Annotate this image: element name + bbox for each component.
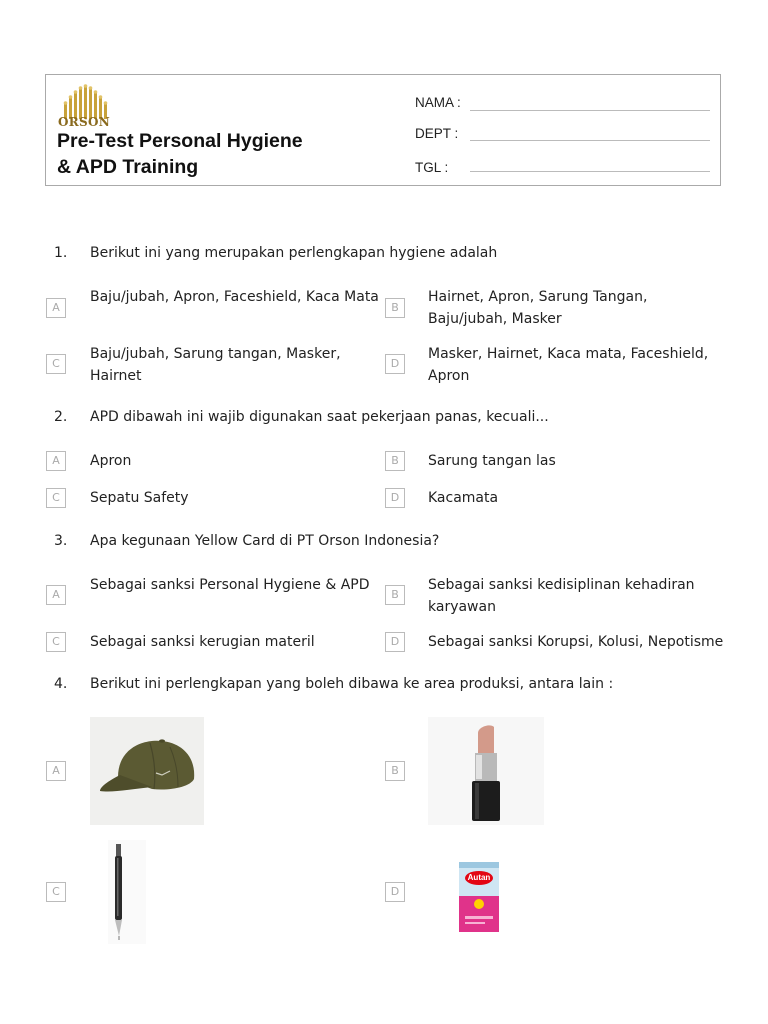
option-text: Sebagai sanksi kedisiplinan kehadiran karyawan bbox=[428, 577, 695, 615]
option-box-c[interactable]: C bbox=[46, 354, 66, 374]
dept-label: DEPT : bbox=[415, 126, 459, 141]
nama-field[interactable] bbox=[470, 110, 710, 111]
option-box-d[interactable]: D bbox=[385, 882, 405, 902]
pen-icon bbox=[108, 840, 146, 944]
question-text: Berikut ini yang merupakan perlengkapan hygiene adalah bbox=[90, 245, 498, 261]
question-number: 3. bbox=[54, 533, 68, 549]
option-text: Kacamata bbox=[428, 490, 499, 506]
option-text: Sebagai sanksi kerugian materil bbox=[90, 634, 315, 650]
page-title bbox=[57, 128, 303, 180]
option-text: Sebagai sanksi Korupsi, Kolusi, Nepotisme bbox=[428, 634, 724, 650]
logo-text: ORSON bbox=[58, 115, 111, 129]
repellent-sachet-image bbox=[457, 860, 501, 934]
option-box-a[interactable]: A bbox=[46, 298, 66, 318]
sachet-icon bbox=[457, 860, 501, 934]
option-box-b[interactable]: B bbox=[385, 451, 405, 471]
question-number: 1. bbox=[54, 245, 68, 261]
cap-icon bbox=[90, 717, 204, 825]
tgl-label: TGL : bbox=[415, 160, 449, 175]
option-box-c[interactable]: C bbox=[46, 488, 66, 508]
option-text: Masker, Hairnet, Kaca mata, Faceshield, Apron bbox=[428, 346, 709, 384]
option-box-c[interactable]: C bbox=[46, 882, 66, 902]
option-text: Apron bbox=[90, 453, 132, 469]
option-text: Sarung tangan las bbox=[428, 453, 556, 469]
tgl-field[interactable] bbox=[470, 171, 710, 172]
question-text: Apa kegunaan Yellow Card di PT Orson Indonesia? bbox=[90, 533, 440, 549]
header-box bbox=[45, 74, 721, 186]
sachet-brand-text: Autan bbox=[467, 873, 491, 882]
option-box-a[interactable]: A bbox=[46, 451, 66, 471]
dept-field[interactable] bbox=[470, 140, 710, 141]
lipstick-icon bbox=[428, 717, 544, 825]
option-box-a[interactable]: A bbox=[46, 585, 66, 605]
option-box-b[interactable]: B bbox=[385, 761, 405, 781]
option-text: Baju/jubah, Sarung tangan, Masker, Hairnet bbox=[90, 346, 341, 384]
option-box-b[interactable]: B bbox=[385, 585, 405, 605]
lipstick-image bbox=[428, 717, 544, 825]
question-text: APD dibawah ini wajib digunakan saat pekerjaan panas, kecuali... bbox=[90, 409, 549, 425]
cap-image bbox=[90, 717, 204, 825]
question-text: Berikut ini perlengkapan yang boleh dibawa ke area produksi, antara lain : bbox=[90, 676, 614, 692]
option-box-b[interactable]: B bbox=[385, 298, 405, 318]
option-text: Hairnet, Apron, Sarung Tangan, Baju/jubah, Masker bbox=[428, 289, 648, 327]
pen-image bbox=[108, 840, 146, 944]
option-box-d[interactable]: D bbox=[385, 354, 405, 374]
option-text: Sebagai sanksi Personal Hygiene & APD bbox=[90, 577, 370, 593]
option-text: Baju/jubah, Apron, Faceshield, Kaca Mata bbox=[90, 289, 379, 305]
option-box-d[interactable]: D bbox=[385, 488, 405, 508]
question-number: 2. bbox=[54, 409, 68, 425]
option-box-c[interactable]: C bbox=[46, 632, 66, 652]
option-box-d[interactable]: D bbox=[385, 632, 405, 652]
title-line-1: Pre-Test Personal Hygiene bbox=[57, 130, 303, 152]
nama-label: NAMA : bbox=[415, 95, 461, 110]
title-line-2: & APD Training bbox=[57, 156, 199, 178]
option-text: Sepatu Safety bbox=[90, 490, 189, 506]
option-box-a[interactable]: A bbox=[46, 761, 66, 781]
question-number: 4. bbox=[54, 676, 68, 692]
